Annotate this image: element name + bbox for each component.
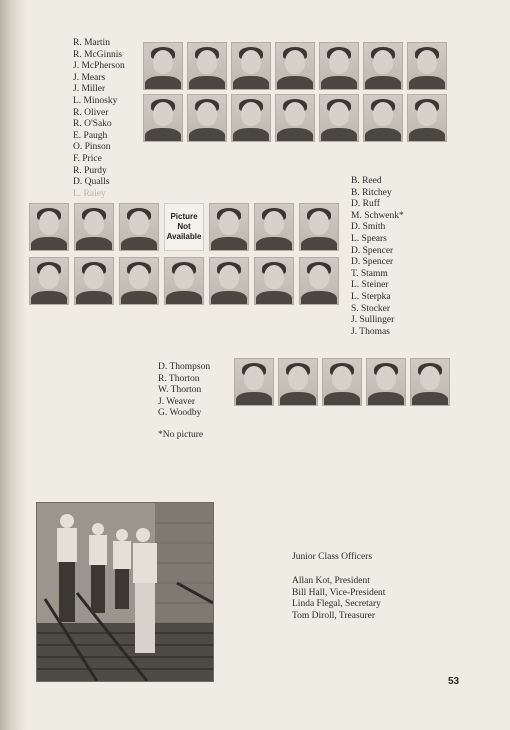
student-portrait — [275, 94, 315, 142]
student-name: R. Thorton — [158, 373, 200, 384]
student-name: W. Thorton — [158, 385, 202, 396]
student-name: L. Spears — [351, 233, 387, 244]
student-portrait — [407, 94, 447, 142]
student-name: D. Spencer — [351, 257, 394, 268]
student-portrait — [366, 358, 406, 406]
student-portrait — [74, 203, 114, 251]
picture-not-available-placeholder — [164, 203, 204, 251]
junior-class-officers — [292, 552, 385, 623]
student-name: B. Reed — [351, 176, 382, 186]
student-portrait — [29, 203, 69, 251]
student-portrait — [299, 257, 339, 305]
officer-entry: Linda Flegal, Secretary — [292, 599, 381, 610]
officers-heading: Junior Class Officers — [292, 552, 373, 562]
student-name: L. Sterpka — [351, 291, 391, 302]
student-portrait — [322, 358, 362, 406]
photo-grid-group-1 — [143, 42, 447, 142]
student-name: J. Mears — [73, 72, 106, 83]
student-name: L. Minosky — [73, 95, 118, 106]
student-name: E. Paugh — [73, 130, 108, 141]
student-portrait — [119, 257, 159, 305]
student-name: J. Sullinger — [351, 315, 395, 326]
officer-entry: Allan Kot, President — [292, 575, 370, 586]
student-portrait — [278, 358, 318, 406]
student-portrait — [275, 42, 315, 90]
student-portrait — [231, 42, 271, 90]
student-name: G. Woodby — [158, 408, 202, 419]
name-list-group-3 — [158, 362, 210, 420]
student-portrait — [164, 257, 204, 305]
student-portrait — [410, 358, 450, 406]
photo-grid-group-3 — [234, 358, 450, 406]
student-portrait — [209, 203, 249, 251]
student-portrait — [74, 257, 114, 305]
student-portrait — [234, 358, 274, 406]
student-name: R. Martin — [73, 38, 110, 48]
photo-grid-group-2 — [29, 203, 339, 305]
student-portrait — [119, 203, 159, 251]
student-portrait — [254, 257, 294, 305]
student-name: R. McGinnis — [73, 49, 123, 60]
student-name: L. Steiner — [351, 280, 389, 291]
student-portrait — [407, 42, 447, 90]
student-portrait — [29, 257, 69, 305]
student-name: S. Stocker — [351, 303, 391, 314]
student-portrait — [299, 203, 339, 251]
officer-entry: Tom Diroll, Treasurer — [292, 611, 375, 622]
student-portrait — [187, 42, 227, 90]
student-name: O. Pinson — [73, 142, 111, 153]
student-name: B. Ritchey — [351, 187, 392, 198]
student-name: J. Miller — [73, 84, 106, 95]
student-name: D. Qualls — [73, 177, 110, 188]
student-portrait — [363, 42, 403, 90]
student-name: R. Oliver — [73, 107, 109, 118]
student-name: J. Weaver — [158, 396, 196, 407]
student-portrait — [319, 94, 359, 142]
student-name: T. Stamm — [351, 268, 388, 279]
student-portrait — [143, 42, 183, 90]
student-portrait — [209, 257, 249, 305]
class-officers-photo — [36, 502, 214, 682]
student-name: R. O'Sako — [73, 119, 112, 130]
page-number: 53 — [448, 676, 460, 687]
student-name: J. Thomas — [351, 326, 390, 337]
student-name: M. Schwenk* — [351, 210, 404, 221]
student-name: D. Thompson — [158, 362, 211, 372]
placeholder-line: Not — [177, 222, 191, 231]
name-list-group-2 — [351, 176, 404, 338]
student-portrait — [254, 203, 294, 251]
student-name: D. Ruff — [351, 199, 380, 210]
placeholder-line: Picture — [170, 212, 198, 221]
student-portrait — [187, 94, 227, 142]
name-list-group-1 — [73, 38, 125, 200]
student-name: J. McPherson — [73, 61, 125, 72]
officer-entry: Bill Hall, Vice-President — [292, 587, 386, 598]
student-name: F. Price — [73, 153, 102, 164]
student-portrait — [231, 94, 271, 142]
student-portrait — [319, 42, 359, 90]
student-name: L. Raley — [73, 188, 106, 199]
student-name: R. Purdy — [73, 165, 107, 176]
student-name: D. Smith — [351, 222, 386, 233]
student-portrait — [363, 94, 403, 142]
placeholder-line: Available — [166, 232, 202, 241]
student-portrait — [143, 94, 183, 142]
staircase-scene-illustration — [37, 503, 213, 681]
student-name: D. Spencer — [351, 245, 394, 256]
no-picture-footnote: *No picture — [158, 430, 204, 440]
